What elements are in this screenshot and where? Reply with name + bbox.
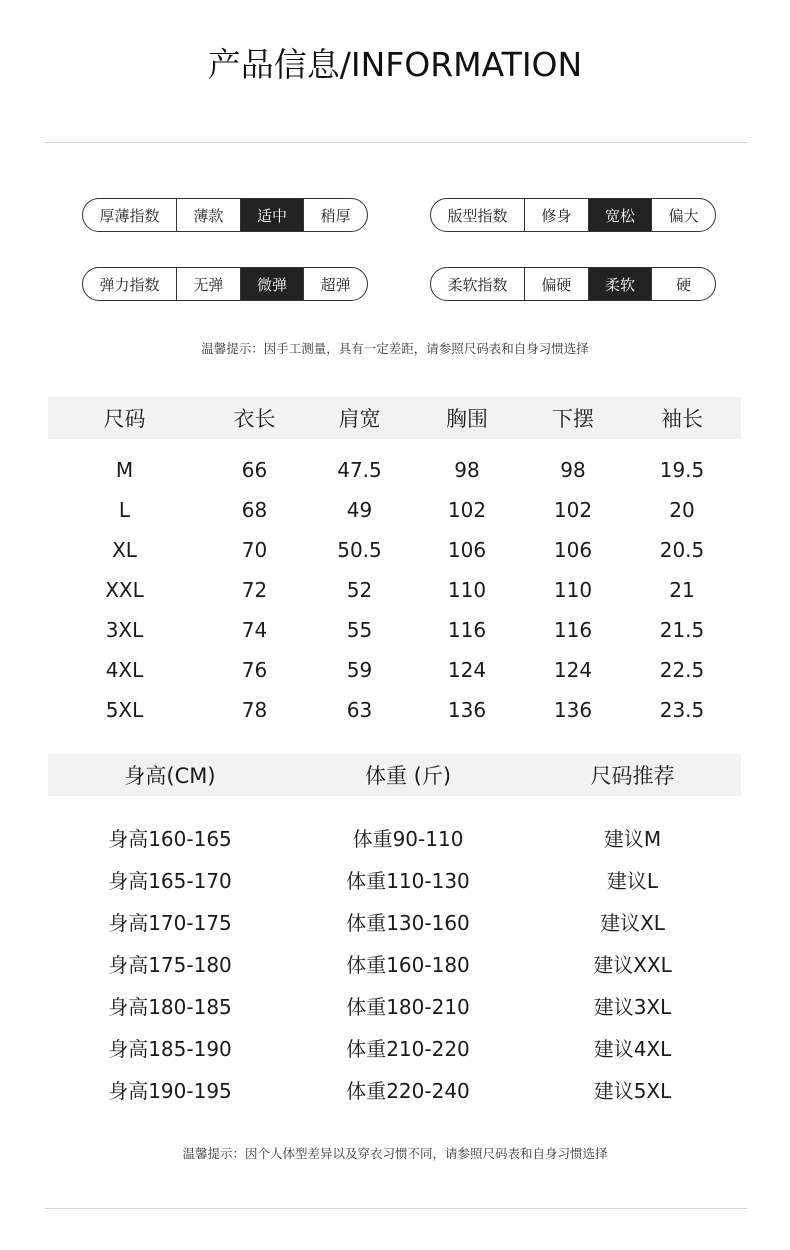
table-cell: 136 <box>553 698 593 722</box>
index-option: 稍厚 <box>303 199 367 231</box>
table-cell: 身高190-195 <box>108 1078 232 1103</box>
table-row <box>48 1068 741 1110</box>
table-cell: 52 <box>346 578 373 602</box>
index-name: 版型指数 <box>431 199 525 231</box>
table-cell: 建议4XL <box>593 1036 672 1061</box>
table-cell: 建议XL <box>600 910 665 935</box>
table-cell: 76 <box>241 658 268 682</box>
table-cell: 身高170-175 <box>108 910 232 935</box>
index-option-selected: 微弹 <box>240 268 304 300</box>
table-row <box>48 900 741 942</box>
table-cell: 21 <box>669 578 695 602</box>
table-cell: 体重130-160 <box>346 910 470 935</box>
table-cell: 72 <box>241 578 268 602</box>
table-cell: 身高160-165 <box>108 826 232 851</box>
table-row <box>48 530 741 570</box>
table-cell: 身高175-180 <box>108 952 232 977</box>
table-cell: L <box>118 498 131 522</box>
table-row <box>48 610 741 650</box>
table-row <box>48 858 741 900</box>
header-height: 身高(CM) <box>124 764 216 788</box>
table-cell: 74 <box>241 618 268 642</box>
table-cell: 136 <box>447 698 487 722</box>
table-cell: 体重110-130 <box>346 868 470 893</box>
table-row <box>48 650 741 690</box>
header-sleeve: 袖长 <box>661 407 703 431</box>
thickness-index-bar <box>82 198 368 232</box>
table-row <box>48 816 741 858</box>
table-cell: XL <box>112 538 137 562</box>
softness-index-bar <box>430 267 716 301</box>
table-cell: 22.5 <box>659 658 705 682</box>
index-option: 偏大 <box>651 199 715 231</box>
index-option: 薄款 <box>193 206 224 225</box>
index-name: 柔软指数 <box>431 268 525 300</box>
table-cell: 21.5 <box>659 618 705 642</box>
table-cell: 身高180-185 <box>108 994 232 1019</box>
table-cell: 55 <box>346 618 373 642</box>
table-cell: 110 <box>447 578 487 602</box>
index-option-selected: 柔软 <box>588 268 652 300</box>
rec-table-header <box>48 754 741 796</box>
table-cell: 4XL <box>105 658 144 682</box>
table-cell: 106 <box>447 538 487 562</box>
table-cell: 49 <box>346 498 373 522</box>
table-cell: XXL <box>105 578 144 602</box>
table-cell: 68 <box>241 498 268 522</box>
table-cell: 124 <box>447 658 487 682</box>
table-cell: 102 <box>553 498 593 522</box>
index-option: 修身 <box>541 206 572 225</box>
table-cell: 124 <box>553 658 593 682</box>
table-cell: 102 <box>447 498 487 522</box>
table-cell: 20 <box>669 498 695 522</box>
page-title: 产品信息/INFORMATION <box>207 45 583 84</box>
index-option: 硬 <box>651 268 715 300</box>
index-name: 弹力指数 <box>83 268 177 300</box>
table-cell: 20.5 <box>659 538 705 562</box>
elasticity-index-bar <box>82 267 368 301</box>
table-cell: 建议M <box>603 826 662 851</box>
bottom-divider <box>45 1208 747 1209</box>
index-option-selected: 宽松 <box>588 199 652 231</box>
fit-index-bar <box>430 198 716 232</box>
table-cell: 身高165-170 <box>108 868 232 893</box>
table-cell: 体重180-210 <box>346 994 470 1019</box>
table-cell: 3XL <box>105 618 144 642</box>
table-cell: 98 <box>560 458 586 482</box>
table-cell: 23.5 <box>659 698 705 722</box>
size-table-header <box>48 397 741 439</box>
table-cell: 建议L <box>606 868 659 893</box>
table-row <box>48 450 741 490</box>
table-row <box>48 1026 741 1068</box>
table-cell: 66 <box>241 458 268 482</box>
table-cell: 体重90-110 <box>352 826 464 851</box>
index-name: 厚薄指数 <box>83 199 177 231</box>
table-row <box>48 690 741 730</box>
table-row <box>48 984 741 1026</box>
index-option: 无弹 <box>193 275 224 294</box>
table-cell: 70 <box>241 538 268 562</box>
table-row <box>48 490 741 530</box>
header-hem: 下摆 <box>552 407 594 431</box>
header-shoulder: 肩宽 <box>338 407 381 431</box>
table-cell: 建议XXL <box>593 952 672 977</box>
header-size: 尺码 <box>103 407 146 431</box>
table-cell: 建议3XL <box>593 994 672 1019</box>
table-cell: 5XL <box>105 698 144 722</box>
table-row <box>48 942 741 984</box>
top-divider <box>45 142 747 143</box>
header-weight: 体重 (斤) <box>364 764 452 788</box>
table-cell: 身高185-190 <box>108 1036 232 1061</box>
table-cell: 63 <box>346 698 373 722</box>
measurement-tip: 温馨提示：因手工测量，具有一定差距，请参照尺码表和自身习惯选择 <box>201 341 589 356</box>
table-cell: 98 <box>454 458 480 482</box>
index-option: 超弹 <box>303 268 367 300</box>
header-chest: 胸围 <box>446 407 488 431</box>
table-row <box>48 570 741 610</box>
header-recommendation: 尺码推荐 <box>590 764 675 788</box>
index-option: 偏硬 <box>541 275 572 294</box>
index-option-selected: 适中 <box>240 199 304 231</box>
table-cell: 106 <box>553 538 593 562</box>
table-cell: 47.5 <box>337 458 382 482</box>
header-length: 衣长 <box>233 407 276 431</box>
table-cell: 116 <box>447 618 487 642</box>
table-cell: M <box>115 458 134 482</box>
fit-tip: 温馨提示：因个人体型差异以及穿衣习惯不同，请参照尺码表和自身习惯选择 <box>182 1146 608 1161</box>
table-cell: 110 <box>553 578 593 602</box>
table-cell: 78 <box>241 698 268 722</box>
table-cell: 19.5 <box>659 458 705 482</box>
table-cell: 建议5XL <box>593 1078 672 1103</box>
table-cell: 体重160-180 <box>346 952 470 977</box>
table-cell: 59 <box>346 658 373 682</box>
table-cell: 体重210-220 <box>346 1036 470 1061</box>
table-cell: 50.5 <box>337 538 382 562</box>
table-cell: 116 <box>553 618 593 642</box>
table-cell: 体重220-240 <box>346 1078 470 1103</box>
